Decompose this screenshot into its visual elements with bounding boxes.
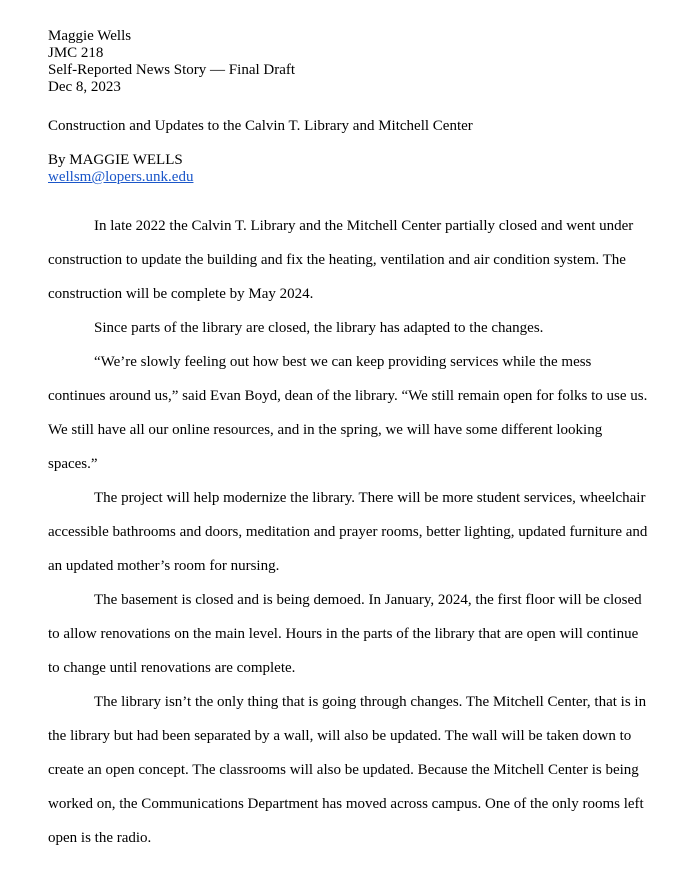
course-code: JMC 218: [48, 45, 104, 61]
byline: [48, 152, 651, 186]
author-name: Maggie Wells: [48, 28, 132, 44]
body-paragraph: In late 2022 the Calvin T. Library and the Mitchell Center partially closed and went under construction to update the building and fix the heating, ventilation and air condition system. The construction will be complete by May 2024.: [48, 218, 634, 302]
body-paragraph: The library isn’t the only thing that is going through changes. The Mitchell Center, that is in the library but had been separated by a wall, will also be updated. The wall will be taken down to create an open concept. The classrooms will also be updated. Because the Mitchell Center is being worked on, the Communications Department has moved across campus. One of the only rooms left open is the radio.: [48, 694, 647, 846]
submission-date: Dec 8, 2023: [48, 79, 121, 95]
body-paragraph: Since parts of the library are closed, the library has adapted to the changes.: [94, 320, 544, 336]
byline-author: By MAGGIE WELLS: [48, 152, 183, 168]
assignment-title: Self-Reported News Story — Final Draft: [48, 62, 296, 78]
body-paragraph: The basement is closed and is being demoed. In January, 2024, the first floor will be closed to allow renovations on the main level. Hours in the parts of the library that are open will continue to change until renovations are complete.: [48, 592, 642, 676]
author-email-link[interactable]: wellsm@lopers.unk.edu: [48, 169, 194, 185]
body-paragraph: “We’re slowly feeling out how best we can keep providing services while the mess continues around us,” said Evan Boyd, dean of the library. “We still remain open for folks to use us. We still have all our online resources, and in the spring, we will have some different looking spaces.”: [48, 354, 648, 472]
story-headline: Construction and Updates to the Calvin T. Library and Mitchell Center: [48, 118, 473, 134]
story-body: [48, 209, 651, 855]
body-paragraph: The project will help modernize the library. There will be more student services, wheelchair accessible bathrooms and doors, meditation and prayer rooms, better lighting, updated furniture and an updated mother’s room for nursing.: [48, 490, 648, 574]
header-block: [48, 28, 651, 96]
